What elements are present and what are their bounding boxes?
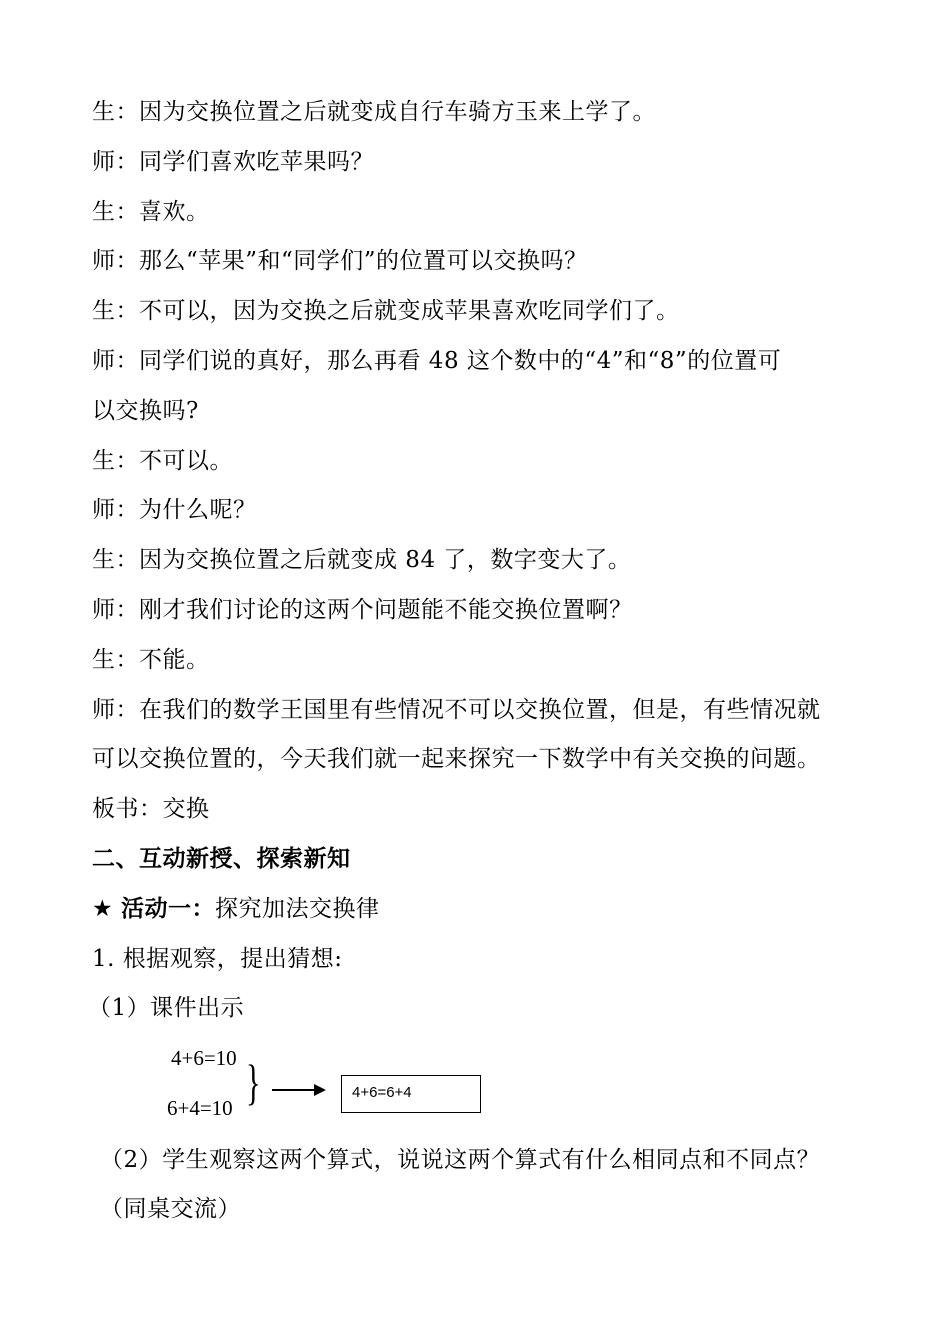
dialogue-line-6: 师：同学们说的真好，那么再看 48 这个数中的“4”和“8”的位置可 — [92, 348, 782, 374]
dialogue-line-12: 生：不能。 — [92, 647, 210, 673]
activity-label: 活动一： — [120, 895, 215, 922]
activity-heading — [92, 894, 379, 924]
activity-title: 探究加法交换律 — [214, 896, 380, 922]
dialogue-line-10: 生：因为交换位置之后就变成 84 了，数字变大了。 — [92, 547, 632, 573]
brace-symbol: } — [246, 1054, 261, 1110]
sub-step-2-note: （同桌交流） — [100, 1196, 241, 1222]
sub-step-2-text: （2）学生观察这两个算式，说说这两个算式有什么相同点和不同点？ — [100, 1147, 821, 1173]
dialogue-line-13: 师：在我们的数学王国里有些情况不可以交换位置，但是，有些情况就 — [92, 697, 821, 723]
dialogue-line-9: 师：为什么呢？ — [92, 497, 257, 523]
equation-2: 6+4=10 — [167, 1096, 233, 1120]
dialogue-line-14: 可以交换位置的，今天我们就一起来探究一下数学中有关交换的问题。 — [92, 746, 821, 772]
dialogue-line-3: 生：喜欢。 — [92, 199, 210, 225]
dialogue-line-2: 师：同学们喜欢吃苹果吗？ — [92, 149, 374, 175]
board-writing-line: 板书：交换 — [92, 796, 210, 822]
section-heading: 二、互动新授、探索新知 — [92, 845, 351, 872]
arrow-line — [272, 1089, 316, 1091]
dialogue-line-4: 师：那么“苹果”和“同学们”的位置可以交换吗？ — [92, 248, 588, 274]
star-icon: ★ — [92, 896, 114, 922]
result-box — [341, 1075, 481, 1113]
dialogue-line-7: 以交换吗? — [92, 398, 199, 424]
arrow-head-icon — [314, 1084, 326, 1096]
dialogue-line-8: 生：不可以。 — [92, 448, 233, 474]
sub-step-1-text: （1）课件出示 — [88, 995, 245, 1021]
equation-1: 4+6=10 — [171, 1046, 237, 1070]
dialogue-line-11: 师：刚才我们讨论的这两个问题能不能交换位置啊？ — [92, 597, 633, 623]
dialogue-line-5: 生：不可以，因为交换之后就变成苹果喜欢吃同学们了。 — [92, 298, 680, 324]
result-equation: 4+6=6+4 — [352, 1084, 412, 1101]
step-1-text: 1. 根据观察，提出猜想: — [92, 946, 343, 972]
dialogue-line-1: 生：因为交换位置之后就变成自行车骑方玉来上学了。 — [92, 99, 656, 125]
